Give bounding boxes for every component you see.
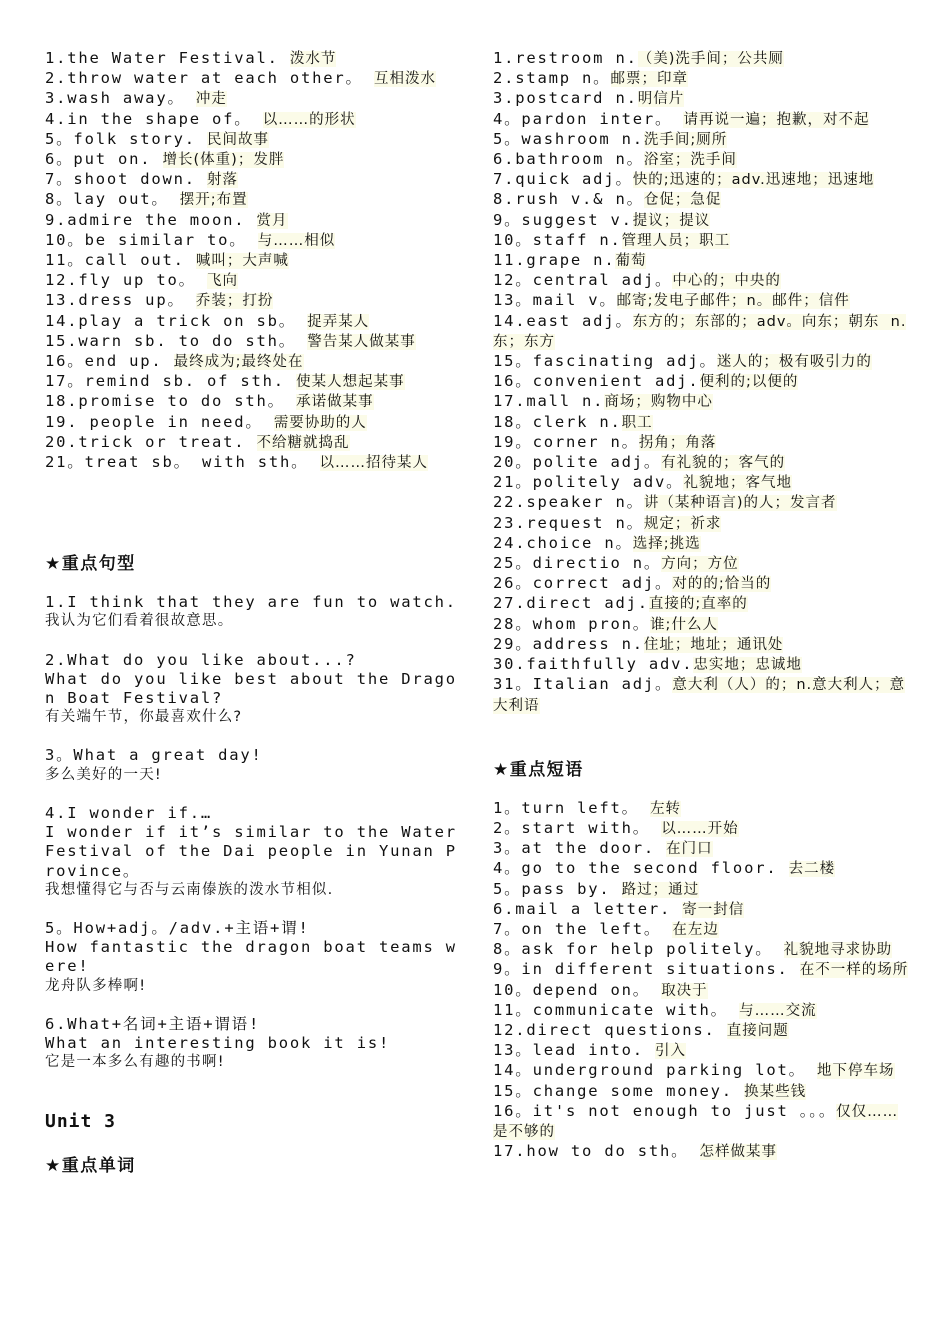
phrase-item-english: 2。start with。 (493, 818, 662, 837)
word-item (493, 514, 913, 534)
phrase-item (45, 231, 457, 251)
phrase-item-chinese: 喊叫；大声喊 (195, 253, 289, 270)
word-item-chinese: 东方的；东部的；adv。向东；朝东 n.东；东方 (493, 313, 907, 350)
word-item-english: 11.grape n. (493, 251, 616, 270)
phrase-item-english: 18.promise to do sth。 (45, 392, 297, 411)
phrase-item (45, 150, 457, 170)
phrase-item-english: 13.dress up。 (45, 291, 196, 310)
word-item (493, 655, 913, 675)
word-item-chinese: 拐角；角落 (638, 434, 717, 451)
word-item (493, 453, 913, 473)
word-item (493, 291, 913, 311)
word-item-chinese: 礼貌地；客气地 (683, 475, 792, 492)
word-item-chinese: 有礼貌的；客气的 (661, 455, 786, 472)
word-item-english: 24.choice n。 (493, 533, 633, 552)
phrase-item-chinese: 在门口 (666, 841, 713, 858)
word-item-english: 21。politely adv。 (493, 473, 684, 492)
sentence-pattern (45, 593, 457, 631)
phrase-item (45, 352, 457, 372)
phrase-item (45, 49, 457, 69)
phrase-item-chinese: 增长(体重)；发胖 (162, 152, 285, 169)
phrase-item-english: 16。end up. (45, 352, 174, 371)
phrase-item-english: 21。treat sb。 with sth。 (45, 453, 320, 472)
phrase-item (45, 413, 457, 433)
phrase-item (493, 1021, 913, 1041)
word-item (493, 534, 913, 554)
phrase-item-english: 7。on the left。 (493, 919, 673, 938)
sentence-english: 1.I think that they are fun to watch. (45, 593, 457, 612)
sentence-english: 5。How+adj。/adv.+主语+谓! (45, 918, 310, 937)
left-column (45, 49, 469, 1177)
word-item-english: 6.bathroom n。 (493, 150, 644, 169)
phrase-item-english: 15.warn sb. to do sth。 (45, 331, 308, 350)
phrase-item-chinese: 以……招待某人 (319, 455, 429, 472)
word-item-chinese: 规定；祈求 (643, 515, 722, 532)
word-item-english: 29。address n. (493, 634, 644, 653)
sentence-english: 2.What do you like about...? (45, 650, 357, 669)
word-item-chinese: 葡萄 (615, 253, 647, 270)
word-item-chinese: 住址；地址；通讯处 (643, 636, 784, 653)
phrase-item-english: 11。communicate with。 (493, 1000, 740, 1019)
word-item-english: 1.restroom n. (493, 49, 638, 67)
word-item-chinese: 管理人员；职工 (621, 232, 731, 249)
phrase-item (493, 1001, 913, 1021)
word-item-chinese: 忠实地；忠诚地 (693, 657, 802, 674)
word-item (493, 251, 913, 271)
word-item (493, 433, 913, 453)
phrase-item (45, 372, 457, 392)
word-item-english: 12。central adj。 (493, 271, 673, 290)
phrase-item-english: 6。put on. (45, 150, 163, 169)
phrase-item-english: 10。be similar to。 (45, 230, 258, 249)
phrase-item-english: 8。lay out。 (45, 190, 180, 209)
phrase-item (493, 960, 913, 980)
phrase-item (493, 981, 913, 1001)
word-item (493, 392, 913, 412)
phrase-item (45, 170, 457, 190)
phrase-item-chinese: 与……交流 (739, 1002, 817, 1019)
phrase-item (493, 920, 913, 940)
phrase-item (45, 110, 457, 130)
word-item-english: 18。clerk n. (493, 412, 622, 431)
word-item-chinese: 迷人的；极有吸引力的 (716, 354, 872, 371)
sentence-chinese: 龙舟队多棒啊! (45, 977, 147, 994)
word-item-english: 5。washroom n. (493, 129, 644, 148)
phrase-item (45, 453, 457, 473)
sentence-english: 4.I wonder if.… (45, 803, 212, 822)
phrase-item-chinese: 在左边 (672, 921, 719, 938)
word-item-chinese: 请再说一遍；抱歉，对不起 (683, 111, 870, 128)
phrase-item (493, 839, 913, 859)
phrase-item (45, 251, 457, 271)
phrase-item-english: 1.the Water Festival. (45, 49, 290, 67)
word-item (493, 554, 913, 574)
word-item (493, 635, 913, 655)
word-item (493, 473, 913, 493)
sentence-pattern (45, 651, 457, 728)
word-item (493, 413, 913, 433)
word-item (493, 493, 913, 513)
word-item (493, 89, 913, 109)
phrase-item-english: 5。folk story. (45, 129, 208, 148)
word-item-english: 10。staff n. (493, 230, 622, 249)
word-item-english: 30.faithfully adv. (493, 655, 694, 674)
phrase-item-chinese: 摆开;布置 (179, 192, 248, 209)
sentence-pattern (45, 803, 469, 900)
phrase-item-chinese: 在不一样的场所 (799, 962, 909, 979)
word-item-chinese: 明信片 (637, 91, 685, 108)
phrase-item-english: 3.wash away。 (45, 89, 196, 108)
phrase-item-english: 1。turn left。 (493, 798, 651, 817)
word-item-chinese: 讲（某种语言)的人；发言者 (643, 495, 837, 512)
phrase-list (45, 49, 457, 473)
phrase-item-chinese: 寄一封信 (682, 901, 745, 918)
phrase-item-english: 7。shoot down. (45, 170, 208, 189)
word-item-chinese: 快的;迅速的；adv.迅速地；迅速地 (632, 172, 875, 189)
phrase-item-chinese: 与……相似 (257, 232, 336, 249)
phrase-item-chinese: 泼水节 (289, 51, 337, 67)
word-item-english: 31。Italian adj。 (493, 675, 673, 694)
phrase-item-english: 3。at the door. (493, 839, 667, 858)
sentence-english: What an interesting book it is! (45, 1033, 391, 1052)
sentence-english: How fantastic the dragon boat teams were! (45, 938, 457, 976)
phrase-item-chinese: 乔装；打扮 (195, 293, 274, 310)
phrase-item-chinese: 怎样做某事 (699, 1144, 778, 1161)
phrase-item-chinese: 换某些钱 (744, 1083, 807, 1100)
phrase-item-english: 2.throw water at each other。 (45, 69, 374, 88)
sentence-english: What do you like best about the Dragon Boat Festival? (45, 669, 457, 708)
word-item-english: 14.east adj。 (493, 311, 633, 330)
phrase-item-chinese: 引入 (655, 1043, 687, 1060)
phrase-item (45, 392, 457, 412)
phrase-item-english: 15。change some money. (493, 1081, 745, 1100)
phrase-item-chinese: 左转 (650, 800, 682, 817)
word-item-english: 3.postcard n. (493, 89, 638, 108)
sentence-pattern (45, 746, 457, 784)
sentence-list (45, 593, 469, 1072)
word-item-english: 13。mail v。 (493, 291, 617, 310)
word-item-chinese: 职工 (621, 414, 653, 431)
phrase-item-chinese: 直接问题 (726, 1022, 789, 1039)
phrase-item-chinese: 取决于 (661, 982, 708, 999)
word-item-chinese: 仓促；急促 (643, 192, 722, 209)
word-item-english: 26。correct adj。 (493, 574, 673, 593)
word-item-chinese: 邮寄;发电子邮件；n。邮件；信件 (616, 293, 850, 310)
phrase-item (493, 1102, 913, 1142)
word-item-english: 19。corner n。 (493, 432, 639, 451)
phrase-item-english: 17.how to do sth。 (493, 1142, 700, 1161)
sentence-pattern (45, 919, 457, 996)
word-item-chinese: 对的的;恰当的 (672, 576, 772, 593)
phrase-item-chinese: 飞向 (207, 273, 239, 290)
phrase-item (45, 211, 457, 231)
phrase-item (493, 900, 913, 920)
phrase-item-chinese: 礼貌地寻求协助 (783, 942, 893, 959)
word-item-chinese: （美)洗手间；公共厕 (637, 51, 784, 67)
word-item-english: 8.rush v.& n。 (493, 190, 644, 209)
phrase-item-chinese: 承诺做某事 (296, 394, 374, 411)
word-item-english: 17.mall n. (493, 392, 605, 411)
word-item-english: 23.request n。 (493, 513, 644, 532)
sentence-chinese: 多么美好的一天! (45, 766, 162, 783)
word-item-english: 20。polite adj。 (493, 453, 662, 472)
word-item-english: 7.quick adj。 (493, 170, 633, 189)
phrase-item-english: 8。ask for help politely。 (493, 940, 784, 959)
phrase-item (493, 859, 913, 879)
phrase-item-english: 6.mail a letter. (493, 899, 683, 918)
phrase-item-chinese: 使某人想起某事 (296, 374, 405, 391)
phrase-item-chinese: 警告某人做某事 (307, 333, 416, 350)
sentence-english: 3。What a great day! (45, 746, 263, 765)
word-item-chinese: 中心的；中央的 (672, 273, 781, 290)
phrase-item-english: 13。lead into. (493, 1041, 656, 1060)
phrase-item-chinese: 需要协助的人 (273, 414, 367, 431)
word-item (493, 211, 913, 231)
word-item-english: 22.speaker n。 (493, 493, 644, 512)
phrase-item-chinese: 不给糖就捣乱 (256, 434, 350, 451)
word-item (493, 190, 913, 210)
sentence-chinese: 有关端午节，你最喜欢什么? (45, 709, 243, 726)
word-item (493, 352, 913, 372)
phrase-item-chinese: 捉弄某人 (307, 313, 370, 330)
word-item-english: 27.direct adj. (493, 594, 649, 613)
phrase-item-english: 9。in different situations. (493, 960, 800, 979)
phrase-item (45, 291, 457, 311)
phrase-item (493, 819, 913, 839)
phrase-item-chinese: 地下停车场 (817, 1063, 895, 1080)
phrase-item-english: 10。depend on。 (493, 980, 662, 999)
word-item-english: 2.stamp n。 (493, 69, 611, 88)
word-item-chinese: 选择;挑选 (632, 535, 701, 552)
word-list (493, 49, 913, 716)
phrase-item-chinese: 互相泼水 (374, 71, 436, 88)
phrase-item-chinese: 最终成为;最终处在 (173, 354, 304, 371)
phrase-item (45, 332, 457, 352)
phrase-item-chinese: 赏月 (256, 212, 288, 229)
sentence-english: I wonder if it’s similar to the Water Festival of the Dai people in Yunan Province。 (45, 823, 469, 880)
word-item-chinese: 洗手间;厕所 (643, 131, 728, 148)
phrase-item-english: 16。it's not enough to just 。。。 (493, 1101, 837, 1120)
word-item-english: 15。fascinating adj。 (493, 352, 717, 371)
phrase-item (45, 433, 457, 453)
phrase-item (493, 880, 913, 900)
phrase-item (45, 312, 457, 332)
sentence-chinese: 我想懂得它与否与云南傣族的泼水节相似. (45, 881, 334, 898)
word-item-chinese: 谁;什么人 (650, 616, 718, 633)
phrase-item (45, 89, 457, 109)
phrase-item-english: 11。call out. (45, 251, 196, 270)
word-item-chinese: 提议；提议 (632, 212, 711, 229)
word-item-chinese: 便利的;以便的 (699, 374, 799, 391)
phrase-item (45, 130, 457, 150)
key-phrases-heading: ★重点短语 (493, 759, 584, 780)
word-item (493, 110, 913, 130)
word-item-chinese: 商场；购物中心 (604, 394, 713, 411)
phrase-item (493, 799, 913, 819)
word-item (493, 49, 913, 69)
phrase-item-chinese: 以……的形状 (262, 111, 356, 128)
word-item-chinese: 意大利（人）的；n.意大利人；意大利语 (493, 677, 906, 714)
sentence-chinese: 我认为它们看着很故意思。 (45, 613, 234, 630)
sentence-chinese: 它是一本多么有趣的书啊! (45, 1054, 225, 1071)
word-item (493, 594, 913, 614)
phrase-item (493, 1142, 913, 1162)
word-item-english: 25。directio n。 (493, 554, 662, 573)
phrase-item-english: 4.in the shape of。 (45, 109, 263, 128)
phrase-item-chinese: 仅仅……是不够的 (493, 1103, 899, 1140)
phrase-item (45, 190, 457, 210)
sentence-english: 6.What+名词+主语+谓语! (45, 1014, 261, 1033)
phrase-item (493, 1041, 913, 1061)
word-item (493, 372, 913, 392)
word-item (493, 675, 913, 715)
right-column (493, 49, 913, 1162)
key-sentences-heading: ★重点句型 (45, 554, 136, 575)
phrase-item-chinese: 以……开始 (661, 820, 739, 837)
word-item-english: 28。whom pron。 (493, 614, 651, 633)
phrase-item-chinese: 冲走 (195, 91, 227, 108)
phrase-item-english: 17。remind sb. of sth. (45, 372, 297, 391)
phrase-item-english: 4。go to the second floor. (493, 859, 789, 878)
unit-title: Unit 3 (45, 1111, 117, 1133)
phrase-item-english: 12.direct questions. (493, 1020, 727, 1039)
phrase-item-english: 12.fly up to。 (45, 271, 208, 290)
word-item (493, 615, 913, 635)
phrase-item (45, 69, 457, 89)
word-item-english: 9。suggest v. (493, 210, 633, 229)
phrase-item (493, 1061, 913, 1081)
phrase-item-chinese: 射落 (207, 172, 239, 189)
key-words-heading: ★重点单词 (45, 1156, 136, 1177)
word-item-chinese: 直接的;直率的 (648, 596, 748, 613)
phrase-item (493, 940, 913, 960)
word-item (493, 312, 913, 352)
word-item (493, 271, 913, 291)
phrase-item (493, 1082, 913, 1102)
phrase-item-chinese: 路过；通过 (621, 881, 700, 898)
word-item (493, 231, 913, 251)
word-item-chinese: 方向；方位 (661, 556, 739, 573)
phrase-item-chinese: 民间故事 (207, 131, 270, 148)
phrase-item-english: 14。underground parking lot。 (493, 1061, 818, 1080)
word-item (493, 150, 913, 170)
word-item (493, 130, 913, 150)
phrase-list (493, 799, 913, 1163)
phrase-item-english: 14.play a trick on sb。 (45, 311, 308, 330)
word-item-english: 16。convenient adj. (493, 372, 700, 391)
word-item (493, 574, 913, 594)
word-item-english: 4。pardon inter。 (493, 109, 684, 128)
word-item (493, 170, 913, 190)
phrase-item-english: 5。pass by. (493, 879, 622, 898)
phrase-item-english: 20.trick or treat. (45, 432, 257, 451)
word-item (493, 69, 913, 89)
word-item-chinese: 邮票；印章 (610, 71, 688, 88)
phrase-item-english: 19. people in need。 (45, 412, 274, 431)
phrase-item-english: 9.admire the moon. (45, 210, 257, 229)
sentence-pattern (45, 1015, 457, 1073)
phrase-item-chinese: 去二楼 (788, 861, 836, 878)
phrase-item (45, 271, 457, 291)
word-item-chinese: 浴室；洗手间 (643, 152, 737, 169)
